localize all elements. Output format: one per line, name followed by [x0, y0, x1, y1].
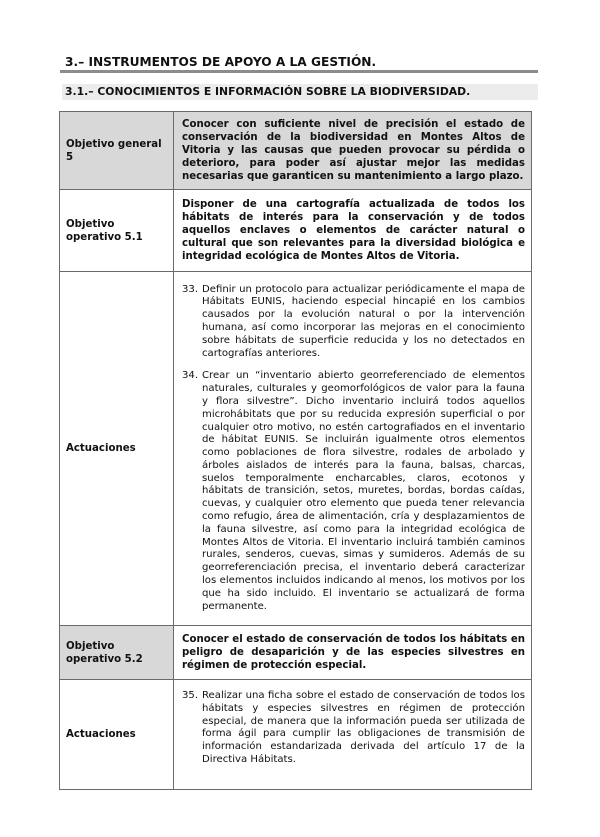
heading-underline: [60, 70, 538, 73]
table-row-operative-objective-5-2: [60, 626, 532, 680]
action-text: Crear un “inventario abierto georreferenciado de elementos naturales, culturales y geomorfológicos de valor para la fauna y flora silvestre”. Dicho inventario incluirá todos aquellos microhábitats que por su reducida expresión superficial o por cualquier otro motivo, no estén cartografiados en el inventario de hábitat EUNIS. Se incluirán igualmente otros elementos como poblaciones de flora silvestre, rodales de arbolado y árboles aislados de interés para la fauna, balsas, charcas, suelos temporalmente encharcables, claros, ecotonos y hábitats de transición, setos, muretes, bordas, bordas caídas, cuevas, y cualquier otro elemento que pueda tener relevancia como refugio, área de alimentación, cría y desplazamientos de la fauna silvestre, así como para la integridad ecológica de Montes Altos de Vitoria. El inventario incluirá también caminos rurales, senderos, cuevas, simas y sumideros. Además de su georreferenciación precisa, el inventario deberá caracterizar los elementos incluidos indicando al menos, los motivos por los que ha sido incluido. El inventario se actualizará de forma permanente.: [202, 370, 525, 612]
row-label: Actuaciones: [60, 680, 174, 790]
table-row-actions-1: [60, 272, 532, 626]
action-text: Realizar una ficha sobre el estado de conservación de todos los hábitats y especies silvestres en régimen de protección especial, de manera que la información pueda ser utilizada de forma ágil para cumplir las obligaciones de transmisión de información estandarizada derivada del artículo 17 de la Directiva Hábitats.: [202, 690, 525, 765]
actions-list: [182, 690, 525, 767]
row-label: Objetivo general 5: [60, 112, 174, 190]
section-heading: 3.– INSTRUMENTOS DE APOYO A LA GESTIÓN.: [65, 55, 377, 69]
objectives-table: [59, 111, 532, 790]
action-text: Definir un protocolo para actualizar periódicamente el mapa de Hábitats EUNIS, haciendo especial hincapié en los cambios causados por la evolución natural o por la intervención humana, así como incorporar las mejoras en el conocimiento sobre hábitats de superficie reducida y los no detectados en cartografías anteriores.: [202, 283, 525, 359]
operative-objective-text: Conocer el estado de conservación de todos los hábitats en peligro de desaparición y de las especies silvestres en régimen de protección especial.: [182, 634, 525, 671]
row-value: [174, 680, 532, 790]
list-item: [182, 690, 525, 767]
operative-objective-text: Disponer de una cartografía actualizada de todos los hábitats de interés para la conservación y de todos aquellos enclaves o elementos de carácter natural o cultural que son relevantes para la diversidad biológica e integridad ecológica de Montes Altos de Vitoria.: [182, 199, 525, 262]
row-value: [174, 190, 532, 272]
row-value: [174, 272, 532, 626]
action-number: 35.: [182, 690, 199, 701]
action-number: 34.: [182, 370, 199, 382]
row-value: [174, 112, 532, 190]
list-item: [182, 284, 525, 361]
row-label: Objetivo operativo 5.1: [60, 190, 174, 272]
row-label: Objetivo operativo 5.2: [60, 626, 174, 680]
actions-list: [182, 284, 525, 614]
row-label: Actuaciones: [60, 272, 174, 626]
table-row-general-objective: [60, 112, 532, 190]
table-row-operative-objective-5-1: [60, 190, 532, 272]
subsection-heading: 3.1.– CONOCIMIENTOS E INFORMACIÓN SOBRE LA BIODIVERSIDAD.: [62, 84, 538, 100]
general-objective-text: Conocer con suficiente nivel de precisión el estado de conservación de la biodiversidad en Montes Altos de Vitoria y las causas que pueden provocar su pérdida o deterioro, para poder así ajustar mejor las medidas necesarias que garanticen su mantenimiento a largo plazo.: [182, 119, 525, 182]
list-item: [182, 370, 525, 613]
row-value: [174, 626, 532, 680]
table-row-actions-2: [60, 680, 532, 790]
action-number: 33.: [182, 283, 199, 295]
